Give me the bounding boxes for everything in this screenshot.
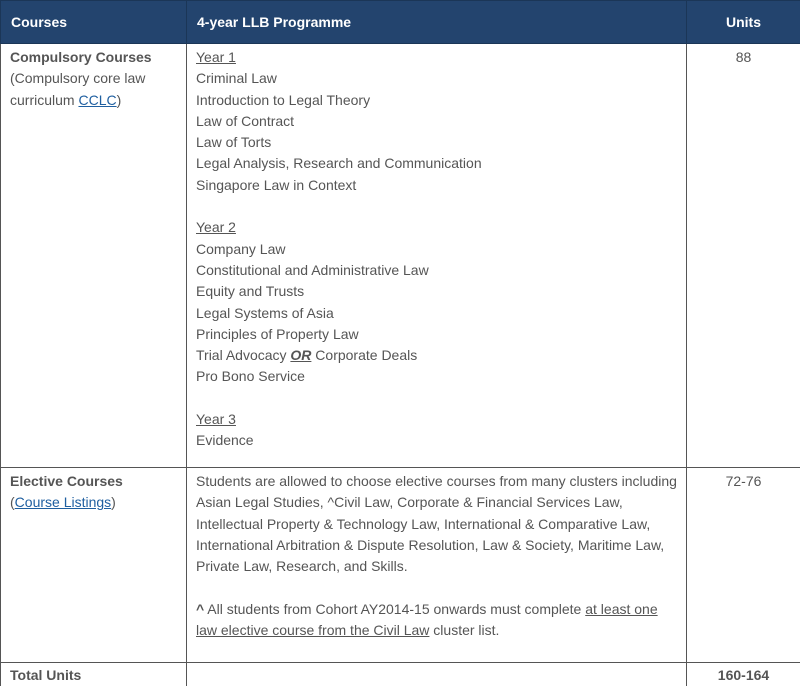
table-header-row [1, 1, 800, 44]
list-item-trial-advocacy [196, 345, 677, 366]
total-units-value: 160-164 [687, 663, 800, 686]
list-item: Principles of Property Law [196, 324, 677, 345]
compulsory-subtitle [10, 70, 145, 107]
elective-description-cell [187, 468, 687, 663]
compulsory-label-cell [1, 44, 187, 468]
year-3-heading: Year 3 [196, 409, 677, 430]
compulsory-subtitle-prefix: (Compulsory core law curriculum [10, 70, 145, 107]
elective-link-prefix: ( [10, 494, 15, 510]
compulsory-courses-cell [187, 44, 687, 468]
or-emphasis: OR [290, 347, 311, 363]
list-item: Singapore Law in Context [196, 175, 677, 196]
list-item: Legal Systems of Asia [196, 303, 677, 324]
table-row-compulsory [1, 44, 800, 468]
note-suffix: cluster list. [429, 622, 499, 638]
elective-title: Elective Courses [10, 471, 177, 492]
trial-suffix: Corporate Deals [311, 347, 417, 363]
year-2-heading: Year 2 [196, 217, 677, 238]
note-text: All students from Cohort AY2014-15 onwards must complete [204, 601, 585, 617]
elective-description: Students are allowed to choose elective courses from many clusters including Asian Legal Studies, ^Civil Law, Corporate & Financial Services Law, Intellectual Property & Technology Law, International & Comparative Law, International Arbitration & Dispute Resolution, Law & Society, Maritime Law, Private Law, Research, and Skills. [196, 471, 677, 577]
table-row-total [1, 663, 800, 686]
list-item: Evidence [196, 430, 677, 451]
table-row-elective [1, 468, 800, 663]
list-item: Constitutional and Administrative Law [196, 260, 677, 281]
compulsory-units: 88 [687, 44, 800, 468]
total-empty-cell [187, 663, 687, 686]
cclc-link[interactable]: CCLC [78, 92, 116, 108]
elective-link-suffix: ) [111, 494, 116, 510]
compulsory-subtitle-suffix: ) [117, 92, 122, 108]
list-item: Law of Contract [196, 111, 677, 132]
elective-subtitle [10, 494, 116, 510]
list-item: Criminal Law [196, 68, 677, 89]
list-item: Company Law [196, 239, 677, 260]
list-item: Legal Analysis, Research and Communication [196, 153, 677, 174]
note-underlined: at least one law elective course from the Civil Law [196, 601, 658, 638]
compulsory-title: Compulsory Courses [10, 47, 177, 68]
elective-units: 72-76 [687, 468, 800, 663]
list-item: Pro Bono Service [196, 366, 677, 387]
header-units: Units [687, 1, 800, 44]
header-courses: Courses [1, 1, 187, 44]
total-units-label: Total Units [1, 663, 187, 686]
year-1-heading: Year 1 [196, 47, 677, 68]
civil-law-note [196, 599, 677, 642]
note-caret: ^ [196, 601, 204, 617]
trial-prefix: Trial Advocacy [196, 347, 290, 363]
course-listings-link[interactable]: Course Listings [15, 494, 112, 510]
list-item: Law of Torts [196, 132, 677, 153]
header-programme: 4-year LLB Programme [187, 1, 687, 44]
elective-label-cell [1, 468, 187, 663]
list-item: Equity and Trusts [196, 281, 677, 302]
list-item: Introduction to Legal Theory [196, 90, 677, 111]
